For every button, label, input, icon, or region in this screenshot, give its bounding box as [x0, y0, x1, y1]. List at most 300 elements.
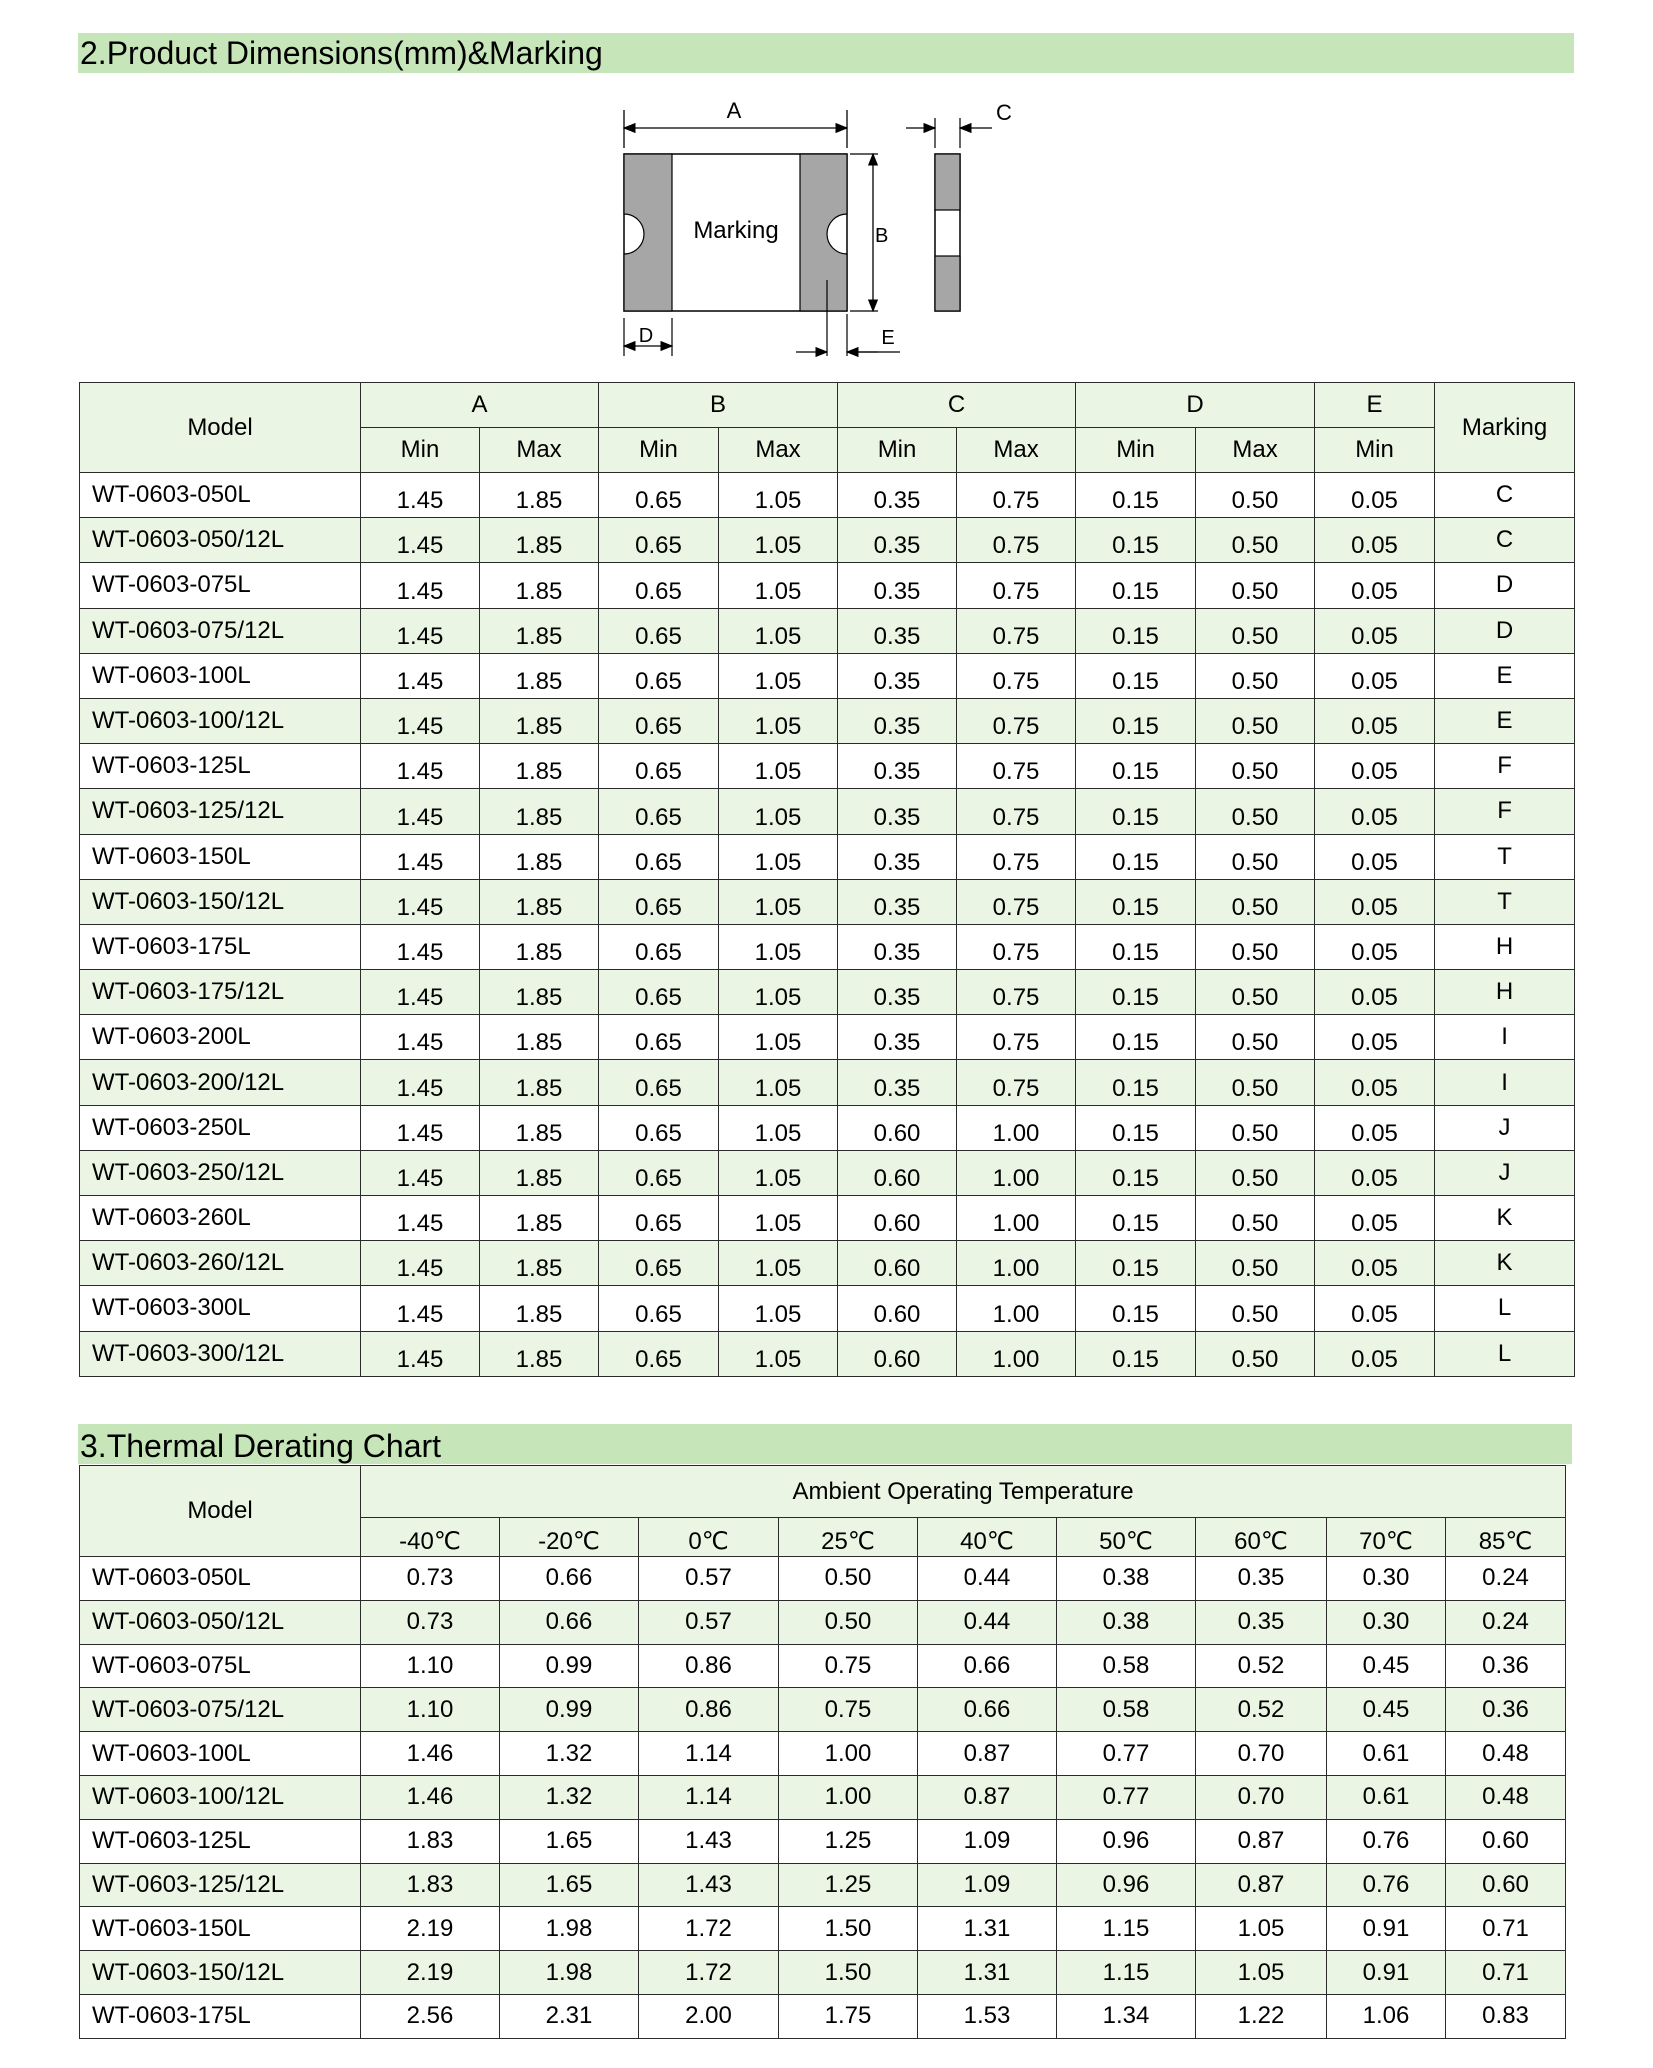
- dim-group-d: D: [1076, 383, 1315, 428]
- dimension-cell: 0.50: [1196, 1331, 1315, 1376]
- dimension-cell: 1.00: [957, 1105, 1076, 1150]
- dimension-cell: 0.50: [1196, 924, 1315, 969]
- table-row: [80, 1907, 1566, 1951]
- dimension-cell: 0.60: [838, 1196, 957, 1241]
- model-cell: WT-0603-050L: [80, 473, 361, 518]
- dimension-cell: 1.05: [719, 608, 838, 653]
- temperature-header: 25℃: [779, 1518, 918, 1557]
- table-row: [80, 1196, 1575, 1241]
- current-value-cell: 1.72: [639, 1951, 779, 1995]
- marking-cell: F: [1435, 789, 1575, 834]
- dimension-cell: 0.05: [1315, 1105, 1435, 1150]
- dimension-cell: 0.05: [1315, 1196, 1435, 1241]
- table-row: [80, 834, 1575, 879]
- dimension-cell: 0.50: [1196, 1196, 1315, 1241]
- dimension-cell: 0.15: [1076, 1286, 1196, 1331]
- model-cell: WT-0603-260/12L: [80, 1241, 361, 1286]
- current-value-cell: 2.00: [639, 1994, 779, 2038]
- current-value-cell: 0.99: [500, 1644, 639, 1688]
- current-value-cell: 0.73: [361, 1600, 500, 1644]
- model-cell: WT-0603-100L: [80, 1732, 361, 1776]
- dimension-cell: 0.05: [1315, 698, 1435, 743]
- current-value-cell: 0.60: [1446, 1863, 1566, 1907]
- model-cell: WT-0603-300/12L: [80, 1331, 361, 1376]
- current-value-cell: 2.19: [361, 1907, 500, 1951]
- current-value-cell: 2.31: [500, 1994, 639, 2038]
- marking-cell: F: [1435, 744, 1575, 789]
- model-cell: WT-0603-175L: [80, 1994, 361, 2038]
- dimension-cell: 0.75: [957, 608, 1076, 653]
- table-row: [80, 473, 1575, 518]
- dimension-cell: 0.75: [957, 518, 1076, 563]
- dimension-cell: 0.35: [838, 744, 957, 789]
- label-c: C: [996, 100, 1012, 125]
- dimension-cell: 0.05: [1315, 563, 1435, 608]
- table-row: [80, 924, 1575, 969]
- label-d: D: [638, 325, 654, 347]
- dim-group-a: A: [361, 383, 599, 428]
- model-cell: WT-0603-050L: [80, 1557, 361, 1601]
- dimension-cell: 0.65: [599, 698, 719, 743]
- dimension-cell: 0.35: [838, 608, 957, 653]
- current-value-cell: 0.75: [779, 1688, 918, 1732]
- dimension-cell: 1.05: [719, 789, 838, 834]
- dimension-cell: 0.05: [1315, 608, 1435, 653]
- dimension-cell: 0.75: [957, 789, 1076, 834]
- dimension-cell: 0.15: [1076, 1060, 1196, 1105]
- table-row: [80, 1331, 1575, 1376]
- dimension-cell: 0.65: [599, 1105, 719, 1150]
- current-value-cell: 0.96: [1057, 1819, 1196, 1863]
- current-value-cell: 1.34: [1057, 1994, 1196, 2038]
- current-value-cell: 0.38: [1057, 1600, 1196, 1644]
- dimension-cell: 0.65: [599, 1331, 719, 1376]
- current-value-cell: 0.66: [500, 1600, 639, 1644]
- current-value-cell: 1.65: [500, 1863, 639, 1907]
- dimension-cell: 1.45: [361, 834, 480, 879]
- dimension-cell: 0.05: [1315, 744, 1435, 789]
- marking-cell: C: [1435, 473, 1575, 518]
- dimension-cell: 1.85: [480, 608, 599, 653]
- dimension-cell: 0.35: [838, 473, 957, 518]
- dimension-cell: 1.45: [361, 789, 480, 834]
- section-title-thermal: 3.Thermal Derating Chart: [78, 1424, 1572, 1464]
- dimension-cell: 1.45: [361, 1060, 480, 1105]
- table-row: [80, 1775, 1566, 1819]
- dimension-cell: 0.75: [957, 1015, 1076, 1060]
- current-value-cell: 1.31: [918, 1951, 1057, 1995]
- current-value-cell: 0.75: [779, 1644, 918, 1688]
- current-value-cell: 1.32: [500, 1775, 639, 1819]
- current-value-cell: 1.09: [918, 1863, 1057, 1907]
- table-row: [80, 1994, 1566, 2038]
- model-cell: WT-0603-260L: [80, 1196, 361, 1241]
- model-cell: WT-0603-100/12L: [80, 1775, 361, 1819]
- current-value-cell: 2.56: [361, 1994, 500, 2038]
- dimension-cell: 0.65: [599, 834, 719, 879]
- dimension-cell: 1.45: [361, 879, 480, 924]
- dimension-cell: 0.50: [1196, 789, 1315, 834]
- dimension-cell: 0.15: [1076, 473, 1196, 518]
- dimension-cell: 0.35: [838, 970, 957, 1015]
- dimension-cell: 0.75: [957, 653, 1076, 698]
- dimension-cell: 1.05: [719, 1105, 838, 1150]
- dim-subheader-min: Min: [838, 428, 957, 473]
- dimension-cell: 0.50: [1196, 653, 1315, 698]
- current-value-cell: 0.58: [1057, 1644, 1196, 1688]
- model-cell: WT-0603-200L: [80, 1015, 361, 1060]
- current-value-cell: 1.65: [500, 1819, 639, 1863]
- current-value-cell: 0.71: [1446, 1951, 1566, 1995]
- current-value-cell: 1.50: [779, 1951, 918, 1995]
- dimension-cell: 0.35: [838, 698, 957, 743]
- dimension-cell: 0.35: [838, 653, 957, 698]
- thermal-group-header: Ambient Operating Temperature: [361, 1466, 1566, 1518]
- current-value-cell: 1.06: [1327, 1994, 1446, 2038]
- dimension-cell: 0.05: [1315, 834, 1435, 879]
- model-cell: WT-0603-075/12L: [80, 608, 361, 653]
- table-row: [80, 698, 1575, 743]
- current-value-cell: 0.77: [1057, 1775, 1196, 1819]
- label-e: E: [881, 327, 895, 349]
- current-value-cell: 0.36: [1446, 1688, 1566, 1732]
- current-value-cell: 1.25: [779, 1819, 918, 1863]
- current-value-cell: 1.25: [779, 1863, 918, 1907]
- marking-cell: L: [1435, 1286, 1575, 1331]
- dimension-cell: 1.85: [480, 789, 599, 834]
- current-value-cell: 1.00: [779, 1775, 918, 1819]
- dimension-cell: 1.45: [361, 473, 480, 518]
- dim-subheader-min: Min: [1076, 428, 1196, 473]
- dimension-cell: 1.05: [719, 970, 838, 1015]
- dimension-cell: 1.00: [957, 1150, 1076, 1195]
- current-value-cell: 0.87: [1196, 1863, 1327, 1907]
- dimension-cell: 1.85: [480, 1105, 599, 1150]
- model-cell: WT-0603-150L: [80, 1907, 361, 1951]
- table-row: [80, 1060, 1575, 1105]
- table-row: [80, 518, 1575, 563]
- table-row: [80, 1863, 1566, 1907]
- current-value-cell: 1.83: [361, 1863, 500, 1907]
- dimension-cell: 0.65: [599, 473, 719, 518]
- marking-cell: C: [1435, 518, 1575, 563]
- section-title-dimensions: 2.Product Dimensions(mm)&Marking: [78, 33, 1574, 73]
- table-row: [80, 1600, 1566, 1644]
- current-value-cell: 0.99: [500, 1688, 639, 1732]
- dimension-cell: 0.05: [1315, 970, 1435, 1015]
- dimension-cell: 1.85: [480, 1015, 599, 1060]
- dimension-cell: 1.05: [719, 834, 838, 879]
- dimension-cell: 1.85: [480, 1241, 599, 1286]
- dimension-cell: 0.75: [957, 879, 1076, 924]
- dimension-cell: 1.85: [480, 473, 599, 518]
- current-value-cell: 0.48: [1446, 1732, 1566, 1776]
- dimension-cell: 1.05: [719, 563, 838, 608]
- dimension-cell: 0.15: [1076, 1196, 1196, 1241]
- dimension-cell: 0.15: [1076, 698, 1196, 743]
- table-row: [80, 789, 1575, 834]
- current-value-cell: 2.19: [361, 1951, 500, 1995]
- dimension-cell: 0.15: [1076, 1331, 1196, 1376]
- dimension-cell: 0.50: [1196, 970, 1315, 1015]
- dimension-cell: 1.85: [480, 1331, 599, 1376]
- dimension-cell: 0.75: [957, 834, 1076, 879]
- dimension-cell: 1.05: [719, 1331, 838, 1376]
- model-cell: WT-0603-300L: [80, 1286, 361, 1331]
- temperature-header: 50℃: [1057, 1518, 1196, 1557]
- dimension-cell: 0.15: [1076, 653, 1196, 698]
- marking-cell: D: [1435, 563, 1575, 608]
- label-a: A: [726, 98, 742, 123]
- model-cell: WT-0603-175/12L: [80, 970, 361, 1015]
- dimension-cell: 1.45: [361, 744, 480, 789]
- dimension-cell: 0.35: [838, 834, 957, 879]
- current-value-cell: 0.57: [639, 1557, 779, 1601]
- temperature-header: 0℃: [639, 1518, 779, 1557]
- dimension-cell: 0.05: [1315, 789, 1435, 834]
- dimension-cell: 0.60: [838, 1105, 957, 1150]
- current-value-cell: 0.52: [1196, 1688, 1327, 1732]
- current-value-cell: 0.57: [639, 1600, 779, 1644]
- dimension-cell: 1.85: [480, 744, 599, 789]
- dimension-cell: 0.35: [838, 924, 957, 969]
- dimension-cell: 1.85: [480, 1060, 599, 1105]
- current-value-cell: 1.14: [639, 1775, 779, 1819]
- dimension-cell: 0.50: [1196, 1105, 1315, 1150]
- model-cell: WT-0603-150L: [80, 834, 361, 879]
- table-row: [80, 1951, 1566, 1995]
- dim-subheader-max: Max: [719, 428, 838, 473]
- dimension-cell: 0.15: [1076, 879, 1196, 924]
- current-value-cell: 1.31: [918, 1907, 1057, 1951]
- temperature-header: 70℃: [1327, 1518, 1446, 1557]
- temperature-header: 60℃: [1196, 1518, 1327, 1557]
- dimension-cell: 0.50: [1196, 834, 1315, 879]
- table-row: [80, 563, 1575, 608]
- current-value-cell: 0.24: [1446, 1557, 1566, 1601]
- dimension-cell: 1.45: [361, 563, 480, 608]
- dimension-cell: 0.15: [1076, 518, 1196, 563]
- dimension-cell: 0.35: [838, 789, 957, 834]
- dimension-cell: 0.65: [599, 1015, 719, 1060]
- current-value-cell: 1.15: [1057, 1951, 1196, 1995]
- dimension-cell: 1.05: [719, 518, 838, 563]
- current-value-cell: 1.05: [1196, 1907, 1327, 1951]
- dimension-cell: 1.45: [361, 1196, 480, 1241]
- current-value-cell: 1.05: [1196, 1951, 1327, 1995]
- dimension-cell: 1.85: [480, 970, 599, 1015]
- current-value-cell: 0.91: [1327, 1951, 1446, 1995]
- current-value-cell: 1.75: [779, 1994, 918, 2038]
- dimension-cell: 1.05: [719, 879, 838, 924]
- current-value-cell: 0.24: [1446, 1600, 1566, 1644]
- current-value-cell: 1.83: [361, 1819, 500, 1863]
- dimension-cell: 0.65: [599, 970, 719, 1015]
- current-value-cell: 1.22: [1196, 1994, 1327, 2038]
- current-value-cell: 0.50: [779, 1600, 918, 1644]
- dim-subheader-max: Max: [1196, 428, 1315, 473]
- dimension-cell: 0.50: [1196, 1241, 1315, 1286]
- current-value-cell: 0.35: [1196, 1600, 1327, 1644]
- current-value-cell: 0.38: [1057, 1557, 1196, 1601]
- model-cell: WT-0603-075/12L: [80, 1688, 361, 1732]
- dim-group-b: B: [599, 383, 838, 428]
- dimensions-table: [79, 382, 1575, 1377]
- dimension-cell: 1.45: [361, 1105, 480, 1150]
- table-row: [80, 608, 1575, 653]
- dimension-cell: 1.85: [480, 834, 599, 879]
- dim-group-e: E: [1315, 383, 1435, 428]
- dimension-cell: 0.75: [957, 1060, 1076, 1105]
- dimension-cell: 1.05: [719, 1286, 838, 1331]
- current-value-cell: 1.98: [500, 1907, 639, 1951]
- dimension-cell: 0.65: [599, 744, 719, 789]
- table-row: [80, 1105, 1575, 1150]
- dimension-cell: 0.65: [599, 653, 719, 698]
- dimension-cell: 1.45: [361, 653, 480, 698]
- current-value-cell: 0.73: [361, 1557, 500, 1601]
- dimension-cell: 1.00: [957, 1286, 1076, 1331]
- current-value-cell: 1.43: [639, 1819, 779, 1863]
- marking-cell: T: [1435, 834, 1575, 879]
- current-value-cell: 0.86: [639, 1644, 779, 1688]
- current-value-cell: 0.66: [918, 1644, 1057, 1688]
- dimension-cell: 0.05: [1315, 653, 1435, 698]
- dimension-cell: 1.05: [719, 1060, 838, 1105]
- table-row: [80, 744, 1575, 789]
- current-value-cell: 0.87: [1196, 1819, 1327, 1863]
- model-cell: WT-0603-125/12L: [80, 1863, 361, 1907]
- label-b: B: [875, 225, 889, 247]
- dimension-cell: 1.85: [480, 563, 599, 608]
- dimension-cell: 0.05: [1315, 1241, 1435, 1286]
- marking-cell: I: [1435, 1015, 1575, 1060]
- current-value-cell: 0.30: [1327, 1557, 1446, 1601]
- dimension-cell: 0.50: [1196, 879, 1315, 924]
- current-value-cell: 0.77: [1057, 1732, 1196, 1776]
- dimension-cell: 1.45: [361, 1015, 480, 1060]
- dimension-cell: 1.85: [480, 1286, 599, 1331]
- dimension-cell: 1.85: [480, 924, 599, 969]
- dimension-cell: 0.50: [1196, 518, 1315, 563]
- dimension-cell: 0.60: [838, 1331, 957, 1376]
- marking-cell: T: [1435, 879, 1575, 924]
- dimension-cell: 0.65: [599, 879, 719, 924]
- dimension-cell: 1.45: [361, 1241, 480, 1286]
- dimension-cell: 1.05: [719, 924, 838, 969]
- dimension-cell: 1.45: [361, 698, 480, 743]
- current-value-cell: 0.86: [639, 1688, 779, 1732]
- current-value-cell: 1.43: [639, 1863, 779, 1907]
- current-value-cell: 0.76: [1327, 1819, 1446, 1863]
- dimension-cell: 0.05: [1315, 1331, 1435, 1376]
- dimension-cell: 1.05: [719, 744, 838, 789]
- current-value-cell: 0.70: [1196, 1775, 1327, 1819]
- dimension-cell: 0.50: [1196, 1286, 1315, 1331]
- thermal-model-header: Model: [80, 1466, 361, 1557]
- dimension-cell: 1.85: [480, 1196, 599, 1241]
- current-value-cell: 0.50: [779, 1557, 918, 1601]
- temperature-header: -20℃: [500, 1518, 639, 1557]
- model-cell: WT-0603-150/12L: [80, 1951, 361, 1995]
- current-value-cell: 0.44: [918, 1600, 1057, 1644]
- marking-cell: H: [1435, 924, 1575, 969]
- table-row: [80, 1241, 1575, 1286]
- current-value-cell: 0.44: [918, 1557, 1057, 1601]
- current-value-cell: 1.10: [361, 1644, 500, 1688]
- model-cell: WT-0603-050/12L: [80, 1600, 361, 1644]
- current-value-cell: 0.36: [1446, 1644, 1566, 1688]
- current-value-cell: 0.45: [1327, 1688, 1446, 1732]
- dimension-diagram: [600, 90, 1040, 370]
- dimension-cell: 1.45: [361, 970, 480, 1015]
- dimension-cell: 0.65: [599, 518, 719, 563]
- dimension-cell: 1.05: [719, 1150, 838, 1195]
- current-value-cell: 0.87: [918, 1775, 1057, 1819]
- current-value-cell: 1.53: [918, 1994, 1057, 2038]
- dimension-cell: 0.50: [1196, 744, 1315, 789]
- dimension-cell: 0.05: [1315, 473, 1435, 518]
- thermal-derating-table: [79, 1465, 1566, 2039]
- dimension-cell: 0.05: [1315, 1060, 1435, 1105]
- dimension-cell: 0.60: [838, 1241, 957, 1286]
- dimension-cell: 0.15: [1076, 834, 1196, 879]
- dimension-cell: 0.75: [957, 924, 1076, 969]
- dimension-cell: 0.65: [599, 1060, 719, 1105]
- model-cell: WT-0603-150/12L: [80, 879, 361, 924]
- current-value-cell: 0.91: [1327, 1907, 1446, 1951]
- current-value-cell: 1.00: [779, 1732, 918, 1776]
- dimension-cell: 0.50: [1196, 1015, 1315, 1060]
- marking-cell: K: [1435, 1196, 1575, 1241]
- marking-cell: E: [1435, 698, 1575, 743]
- dimension-cell: 1.00: [957, 1196, 1076, 1241]
- marking-cell: J: [1435, 1150, 1575, 1195]
- current-value-cell: 1.50: [779, 1907, 918, 1951]
- current-value-cell: 1.72: [639, 1907, 779, 1951]
- dimension-cell: 1.05: [719, 698, 838, 743]
- dimension-cell: 0.65: [599, 563, 719, 608]
- dimension-cell: 0.05: [1315, 1150, 1435, 1195]
- dim-subheader-min: Min: [1315, 428, 1435, 473]
- dimension-cell: 0.05: [1315, 924, 1435, 969]
- dimension-cell: 0.15: [1076, 970, 1196, 1015]
- table-row: [80, 653, 1575, 698]
- model-cell: WT-0603-075L: [80, 1644, 361, 1688]
- dimension-cell: 0.50: [1196, 1150, 1315, 1195]
- dim-marking-header: Marking: [1435, 383, 1575, 473]
- table-row: [80, 1732, 1566, 1776]
- dimension-cell: 0.75: [957, 473, 1076, 518]
- current-value-cell: 1.98: [500, 1951, 639, 1995]
- current-value-cell: 0.52: [1196, 1644, 1327, 1688]
- dimension-cell: 1.00: [957, 1331, 1076, 1376]
- dimension-cell: 0.75: [957, 970, 1076, 1015]
- current-value-cell: 0.83: [1446, 1994, 1566, 2038]
- dimension-cell: 1.45: [361, 1150, 480, 1195]
- dim-model-header: Model: [80, 383, 361, 473]
- table-row: [80, 1644, 1566, 1688]
- dimension-cell: 1.45: [361, 1286, 480, 1331]
- dimension-cell: 1.00: [957, 1241, 1076, 1286]
- model-cell: WT-0603-050/12L: [80, 518, 361, 563]
- current-value-cell: 0.71: [1446, 1907, 1566, 1951]
- dimension-cell: 0.50: [1196, 563, 1315, 608]
- dimension-cell: 0.05: [1315, 518, 1435, 563]
- dimension-cell: 0.65: [599, 924, 719, 969]
- dimension-cell: 0.15: [1076, 563, 1196, 608]
- dimension-cell: 0.15: [1076, 1241, 1196, 1286]
